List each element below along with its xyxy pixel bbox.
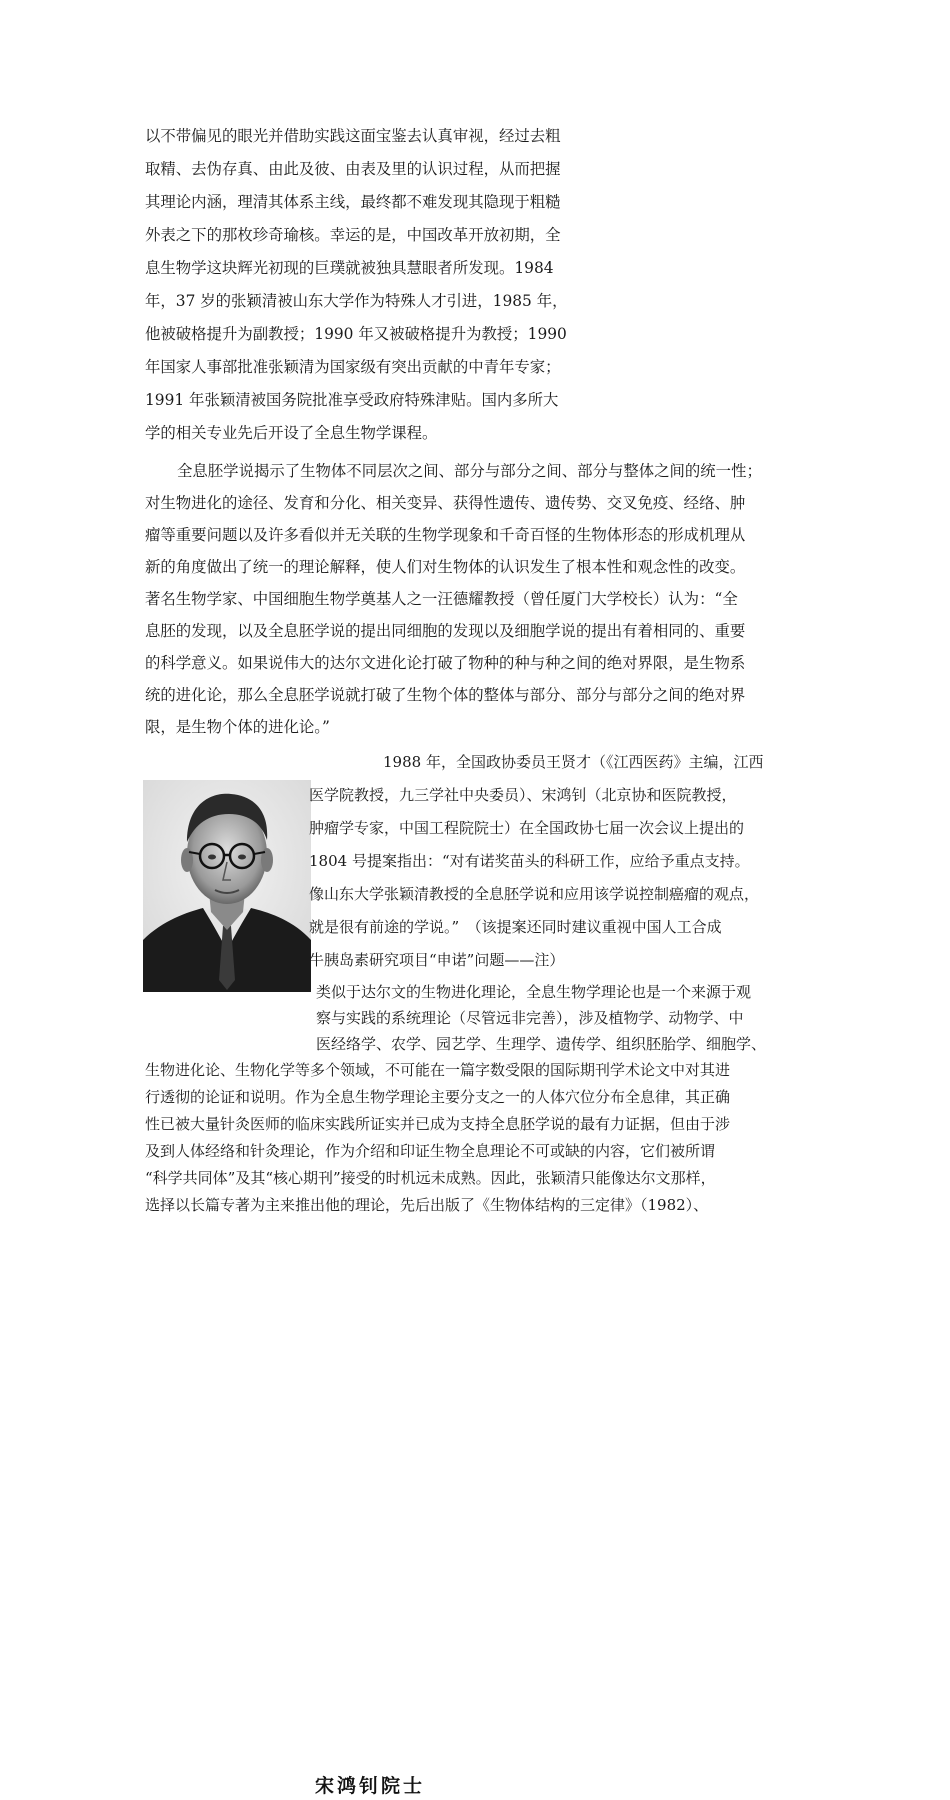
text-line: 息生物学这块辉光初现的巨璞就被独具慧眼者所发现。1984 bbox=[145, 259, 554, 277]
text-line: 肿瘤学专家，中国工程院院士）在全国政协七届一次会议上提出的 bbox=[309, 819, 745, 837]
text-line: 瘤等重要问题以及许多看似并无关联的生物学现象和千奇百怪的生物体形态的形成机理从 bbox=[145, 526, 746, 544]
portrait-photo bbox=[143, 780, 425, 1797]
text-line: 以不带偏见的眼光并借助实践这面宝鉴去认真审视，经过去粗 bbox=[145, 127, 561, 145]
portrait-caption: 宋鸿钊院士 bbox=[314, 1775, 425, 1797]
text-line: 及到人体经络和针灸理论，作为介绍和印证生物全息理论不可或缺的内容，它们被所谓 bbox=[145, 1142, 716, 1160]
text-line: 医学院教授，九三学社中央委员）、宋鸿钊（北京协和医院教授， bbox=[309, 786, 737, 804]
text-line: “科学共同体”及其“核心期刊”接受的时机远未成熟。因此，张颖清只能像达尔文那样， bbox=[145, 1169, 716, 1187]
text-line: 全息胚学说揭示了生物体不同层次之间、部分与部分之间、部分与整体之间的统一性； bbox=[177, 462, 762, 480]
text-line: 1991 年张颖清被国务院批准享受政府特殊津贴。国内多所大 bbox=[145, 391, 559, 409]
text-line: 对生物进化的途径、发育和分化、相关变异、获得性遗传、遗传势、交叉免疫、经络、肿 bbox=[145, 494, 746, 512]
text-line: 他被破格提升为副教授；1990 年又被破格提升为教授；1990 bbox=[145, 325, 567, 343]
text-line: 就是很有前途的学说。” （该提案还同时建议重视中国人工合成 bbox=[309, 918, 722, 936]
text-line: 年，37 岁的张颖清被山东大学作为特殊人才引进，1985 年， bbox=[145, 292, 568, 310]
text-line: 限，是生物个体的进化论。” bbox=[145, 718, 330, 736]
text-line: 息胚的发现，以及全息胚学说的提出同细胞的发现以及细胞学说的提出有着相同的、重要 bbox=[145, 622, 746, 640]
text-line: 新的角度做出了统一的理论解释，使人们对生物体的认识发生了根本性和观念性的改变。 bbox=[145, 558, 746, 576]
text-line: 学的相关专业先后开设了全息生物学课程。 bbox=[145, 424, 438, 442]
text-line: 年国家人事部批准张颖清为国家级有突出贡献的中青年专家； bbox=[145, 358, 561, 376]
text-line: 的科学意义。如果说伟大的达尔文进化论打破了物种的种与种之间的绝对界限，是生物系 bbox=[145, 654, 746, 672]
text-line: 生物进化论、生物化学等多个领域，不可能在一篇字数受限的国际期刊学术论文中对其进 bbox=[145, 1061, 731, 1079]
text-line: 外表之下的那枚珍奇瑜核。幸运的是，中国改革开放初期，全 bbox=[145, 226, 561, 244]
text-line: 性已被大量针灸医师的临床实践所证实并已成为支持全息胚学说的最有力证据，但由于涉 bbox=[145, 1115, 731, 1133]
text-line: 选择以长篇专著为主来推出他的理论，先后出版了《生物体结构的三定律》（1982）、 bbox=[145, 1196, 709, 1214]
text-line: 医经络学、农学、园艺学、生理学、遗传学、组织胚胎学、细胞学、 bbox=[316, 1035, 767, 1053]
text-line: 牛胰岛素研究项目“申诺”问题——注） bbox=[309, 951, 565, 969]
text-line: 1988 年，全国政协委员王贤才（《江西医药》主编，江西 bbox=[383, 753, 764, 771]
text-line: 行透彻的论证和说明。作为全息生物学理论主要分支之一的人体穴位分布全息律，其正确 bbox=[145, 1088, 731, 1106]
text-line: 取精、去伪存真、由此及彼、由表及里的认识过程，从而把握 bbox=[145, 160, 561, 178]
text-line: 察与实践的系统理论（尽管远非完善），涉及植物学、动物学、中 bbox=[316, 1009, 744, 1027]
text-line: 著名生物学家、中国细胞生物学奠基人之一汪德耀教授（曾任厦门大学校长）认为：“全 bbox=[145, 590, 738, 608]
text-line: 1804 号提案指出：“对有诺奖苗头的科研工作，应给予重点支持。 bbox=[309, 852, 750, 870]
text-line: 其理论内涵，理清其体系主线，最终都不难发现其隐现于粗糙 bbox=[145, 193, 561, 211]
portrait-image bbox=[143, 780, 311, 992]
text-line: 类似于达尔文的生物进化理论，全息生物学理论也是一个来源于观 bbox=[316, 983, 752, 1001]
text-line: 像山东大学张颖清教授的全息胚学说和应用该学说控制癌瘤的观点， bbox=[309, 885, 760, 903]
text-line: 统的进化论，那么全息胚学说就打破了生物个体的整体与部分、部分与部分之间的绝对界 bbox=[145, 686, 746, 704]
